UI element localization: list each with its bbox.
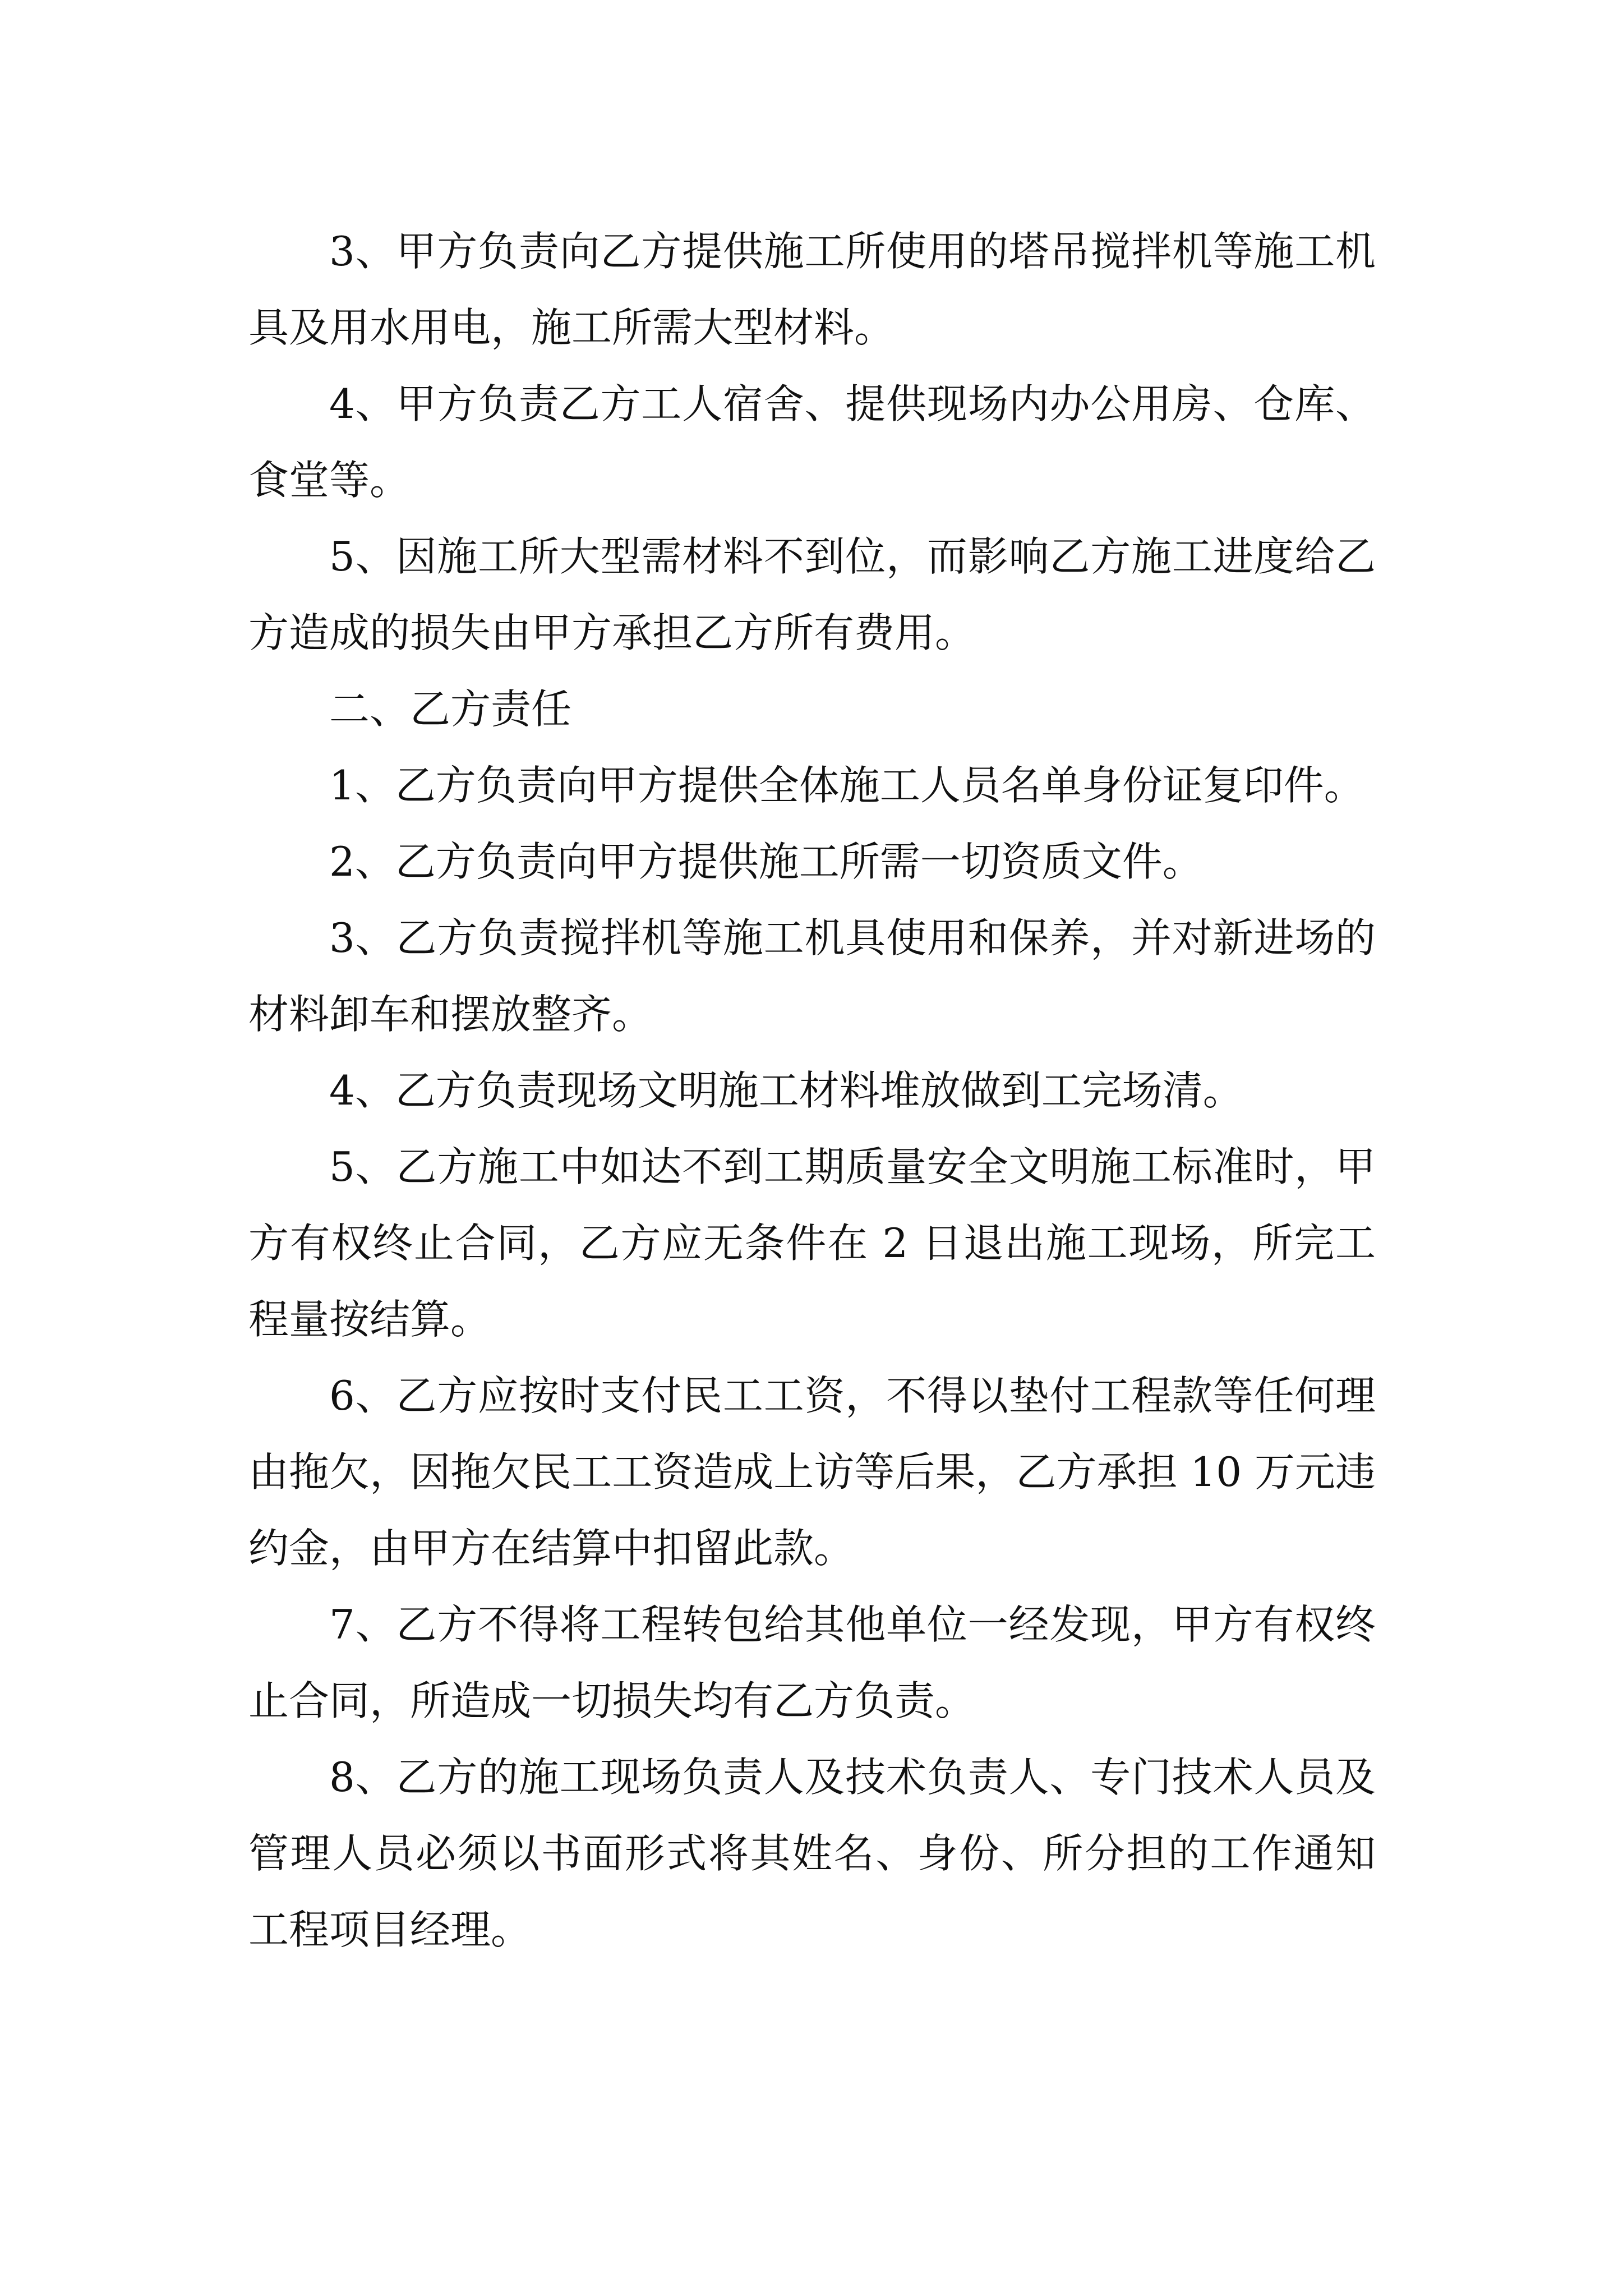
clause-party-b-6: 6、乙方应按时支付民工工资，不得以垫付工程款等任何理由拖欠，因拖欠民工工资造成上访等后果，乙方承担 10 万元违约金，由甲方在结算中扣留此款。 [248,1372,1376,1572]
clause-party-b-2: 2、乙方负责向甲方提供施工所需一切资质文件。 [329,838,1203,885]
clause-party-a-3: 3、甲方负责向乙方提供施工所使用的塔吊搅拌机等施工机具及用水用电，施工所需大型材料。 [248,228,1376,351]
document-body [248,213,1376,1968]
clause-party-b-8: 8、乙方的施工现场负责人及技术负责人、专门技术人员及管理人员必须以书面形式将其姓名、身份、所分担的工作通知工程项目经理。 [248,1754,1376,1953]
clause-party-a-5: 5、因施工所大型需材料不到位，而影响乙方施工进度给乙方造成的损失由甲方承担乙方所有费用。 [248,533,1376,656]
clause-party-b-3: 3、乙方负责搅拌机等施工机具使用和保养，并对新进场的材料卸车和摆放整齐。 [248,914,1376,1038]
clause-party-b-7: 7、乙方不得将工程转包给其他单位一经发现，甲方有权终止合同，所造成一切损失均有乙方负责。 [248,1601,1376,1724]
clause-party-b-1: 1、乙方负责向甲方提供全体施工人员名单身份证复印件。 [329,762,1364,809]
clause-party-b-5: 5、乙方施工中如达不到工期质量安全文明施工标准时，甲方有权终止合同，乙方应无条件在 2 日退出施工现场，所完工程量按结算。 [248,1143,1376,1343]
section-heading-party-b: 二、乙方责任 [329,685,572,733]
clause-party-b-4: 4、乙方负责现场文明施工材料堆放做到工完场清。 [329,1067,1243,1114]
clause-party-a-4: 4、甲方负责乙方工人宿舍、提供现场内办公用房、仓库、食堂等。 [248,380,1376,504]
